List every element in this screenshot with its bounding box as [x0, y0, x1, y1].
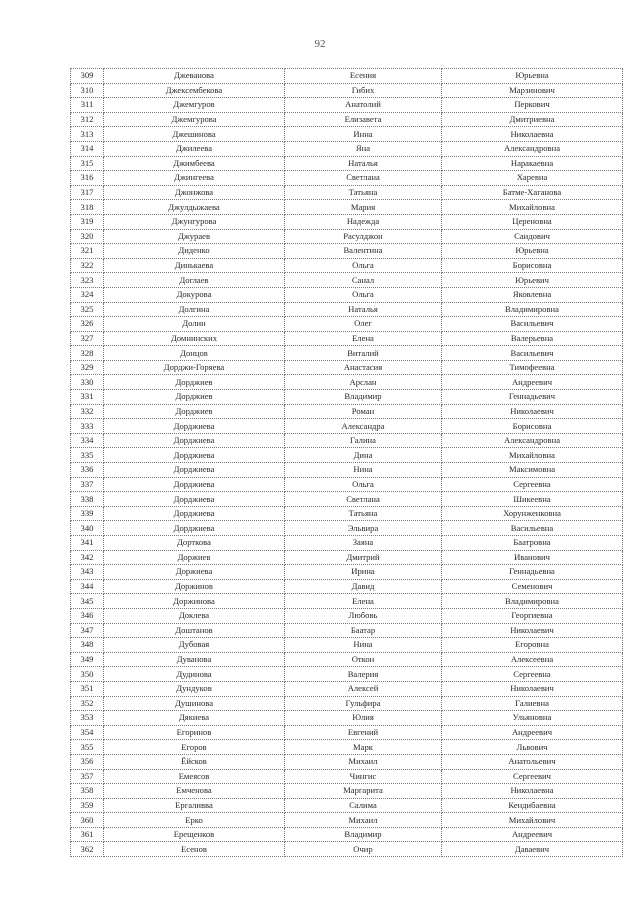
row-number-cell: 358 [71, 784, 104, 799]
patronymic-cell: Хорунженковна [442, 506, 623, 521]
last-name-cell: Долин [104, 317, 285, 332]
table-row [71, 127, 623, 142]
first-name-cell: Дина [285, 448, 442, 463]
row-number-cell: 309 [71, 69, 104, 84]
patronymic-cell: Иванович [442, 550, 623, 565]
first-name-cell: Ирина [285, 565, 442, 580]
patronymic-cell: Шикеевна [442, 492, 623, 507]
row-number-cell: 317 [71, 185, 104, 200]
last-name-cell: Джонжова [104, 185, 285, 200]
table-row [71, 317, 623, 332]
patronymic-cell: Михайловна [442, 200, 623, 215]
table-row [71, 229, 623, 244]
last-name-cell: Ерещенков [104, 827, 285, 842]
table-row [71, 550, 623, 565]
row-number-cell: 335 [71, 448, 104, 463]
last-name-cell: Дубовая [104, 638, 285, 653]
first-name-cell: Мария [285, 200, 442, 215]
row-number-cell: 333 [71, 419, 104, 434]
table-row [71, 740, 623, 755]
table-row [71, 390, 623, 405]
row-number-cell: 326 [71, 317, 104, 332]
table-row [71, 463, 623, 478]
last-name-cell: Джилеева [104, 141, 285, 156]
last-name-cell: Доглаев [104, 273, 285, 288]
table-row [71, 608, 623, 623]
patronymic-cell: Александровна [442, 433, 623, 448]
last-name-cell: Джулдыжаева [104, 200, 285, 215]
row-number-cell: 322 [71, 258, 104, 273]
patronymic-cell: Сергеевна [442, 477, 623, 492]
table-row [71, 784, 623, 799]
last-name-cell: Донцов [104, 346, 285, 361]
first-name-cell: Владимир [285, 390, 442, 405]
last-name-cell: Джексембекова [104, 83, 285, 98]
row-number-cell: 318 [71, 200, 104, 215]
last-name-cell: Диденко [104, 244, 285, 259]
table-row [71, 375, 623, 390]
table-row [71, 711, 623, 726]
first-name-cell: Нина [285, 638, 442, 653]
table-row [71, 769, 623, 784]
last-name-cell: Джураев [104, 229, 285, 244]
table-row [71, 419, 623, 434]
table-row [71, 200, 623, 215]
last-name-cell: Дорджиев [104, 404, 285, 419]
first-name-cell: Любовь [285, 608, 442, 623]
last-name-cell: Дорджиева [104, 448, 285, 463]
table-row [71, 477, 623, 492]
first-name-cell: Очир [285, 842, 442, 857]
first-name-cell: Марк [285, 740, 442, 755]
last-name-cell: Джемгуров [104, 98, 285, 113]
first-name-cell: Светлана [285, 171, 442, 186]
row-number-cell: 315 [71, 156, 104, 171]
patronymic-cell: Харевна [442, 171, 623, 186]
last-name-cell: Доржинова [104, 594, 285, 609]
row-number-cell: 356 [71, 754, 104, 769]
patronymic-cell: Дмитриевна [442, 112, 623, 127]
patronymic-cell: Юрьевич [442, 273, 623, 288]
roster-table [70, 68, 623, 857]
last-name-cell: Дорджиева [104, 506, 285, 521]
table-row [71, 681, 623, 696]
row-number-cell: 313 [71, 127, 104, 142]
table-row [71, 171, 623, 186]
row-number-cell: 345 [71, 594, 104, 609]
row-number-cell: 349 [71, 652, 104, 667]
table-row [71, 156, 623, 171]
patronymic-cell: Валерьевна [442, 331, 623, 346]
row-number-cell: 361 [71, 827, 104, 842]
patronymic-cell: Васильевич [442, 317, 623, 332]
row-number-cell: 320 [71, 229, 104, 244]
row-number-cell: 328 [71, 346, 104, 361]
first-name-cell: Татьяна [285, 185, 442, 200]
patronymic-cell: Сергеевич [442, 769, 623, 784]
first-name-cell: Алексей [285, 681, 442, 696]
table-row [71, 842, 623, 857]
table-row [71, 492, 623, 507]
first-name-cell: Юлия [285, 711, 442, 726]
patronymic-cell: Максимовна [442, 463, 623, 478]
row-number-cell: 323 [71, 273, 104, 288]
last-name-cell: Домнинских [104, 331, 285, 346]
last-name-cell: Джемгурова [104, 112, 285, 127]
table-row [71, 565, 623, 580]
last-name-cell: Джунгурова [104, 214, 285, 229]
last-name-cell: Дудинова [104, 667, 285, 682]
table-row [71, 798, 623, 813]
table-row [71, 696, 623, 711]
row-number-cell: 360 [71, 813, 104, 828]
patronymic-cell: Владимировна [442, 594, 623, 609]
first-name-cell: Ольга [285, 258, 442, 273]
last-name-cell: Доклева [104, 608, 285, 623]
patronymic-cell: Борисовна [442, 258, 623, 273]
table-row [71, 69, 623, 84]
last-name-cell: Долгина [104, 302, 285, 317]
row-number-cell: 312 [71, 112, 104, 127]
table-row [71, 594, 623, 609]
row-number-cell: 339 [71, 506, 104, 521]
last-name-cell: Ерко [104, 813, 285, 828]
first-name-cell: Владимир [285, 827, 442, 842]
patronymic-cell: Даваевич [442, 842, 623, 857]
row-number-cell: 348 [71, 638, 104, 653]
first-name-cell: Маргарита [285, 784, 442, 799]
table-row [71, 346, 623, 361]
first-name-cell: Михаил [285, 754, 442, 769]
table-row [71, 141, 623, 156]
patronymic-cell: Александровна [442, 141, 623, 156]
first-name-cell: Виталий [285, 346, 442, 361]
page-number: 92 [314, 38, 326, 50]
table-row [71, 448, 623, 463]
table-row [71, 287, 623, 302]
patronymic-cell: Галиевна [442, 696, 623, 711]
table-row [71, 638, 623, 653]
last-name-cell: Дорткова [104, 536, 285, 551]
last-name-cell: Дундуков [104, 681, 285, 696]
patronymic-cell: Николаевич [442, 681, 623, 696]
first-name-cell: Баатар [285, 623, 442, 638]
patronymic-cell: Анатольевич [442, 754, 623, 769]
first-name-cell: Санал [285, 273, 442, 288]
patronymic-cell: Сергеевна [442, 667, 623, 682]
table-row [71, 404, 623, 419]
last-name-cell: Докурова [104, 287, 285, 302]
table-row [71, 273, 623, 288]
patronymic-cell: Андреевич [442, 827, 623, 842]
row-number-cell: 357 [71, 769, 104, 784]
row-number-cell: 346 [71, 608, 104, 623]
patronymic-cell: Егоровна [442, 638, 623, 653]
table-row [71, 214, 623, 229]
first-name-cell: Дмитрий [285, 550, 442, 565]
first-name-cell: Михаил [285, 813, 442, 828]
first-name-cell: Олег [285, 317, 442, 332]
first-name-cell: Есения [285, 69, 442, 84]
table-row [71, 185, 623, 200]
patronymic-cell: Алексеевна [442, 652, 623, 667]
first-name-cell: Эльвира [285, 521, 442, 536]
first-name-cell: Надежда [285, 214, 442, 229]
last-name-cell: Джингеева [104, 171, 285, 186]
last-name-cell: Доштанов [104, 623, 285, 638]
row-number-cell: 311 [71, 98, 104, 113]
patronymic-cell: Батме-Хаганова [442, 185, 623, 200]
first-name-cell: Наталья [285, 156, 442, 171]
table-row [71, 433, 623, 448]
table-row [71, 623, 623, 638]
last-name-cell: Доржиев [104, 550, 285, 565]
first-name-cell: Александра [285, 419, 442, 434]
first-name-cell: Инна [285, 127, 442, 142]
first-name-cell: Заяна [285, 536, 442, 551]
patronymic-cell: Ульяновна [442, 711, 623, 726]
last-name-cell: Дорджиева [104, 433, 285, 448]
table-row [71, 302, 623, 317]
patronymic-cell: Николаевич [442, 404, 623, 419]
first-name-cell: Арслан [285, 375, 442, 390]
row-number-cell: 352 [71, 696, 104, 711]
table-row [71, 98, 623, 113]
first-name-cell: Наталья [285, 302, 442, 317]
first-name-cell: Гульфира [285, 696, 442, 711]
patronymic-cell: Кендибаевна [442, 798, 623, 813]
table-row [71, 754, 623, 769]
patronymic-cell: Саидович [442, 229, 623, 244]
first-name-cell: Елена [285, 331, 442, 346]
last-name-cell: Душинова [104, 696, 285, 711]
patronymic-cell: Тимофеевна [442, 360, 623, 375]
row-number-cell: 325 [71, 302, 104, 317]
patronymic-cell: Яковлевна [442, 287, 623, 302]
first-name-cell: Нина [285, 463, 442, 478]
row-number-cell: 316 [71, 171, 104, 186]
first-name-cell: Анатолий [285, 98, 442, 113]
last-name-cell: Емченова [104, 784, 285, 799]
table-row [71, 827, 623, 842]
last-name-cell: Дорджиев [104, 375, 285, 390]
table-row [71, 667, 623, 682]
table-row [71, 579, 623, 594]
first-name-cell: Елена [285, 594, 442, 609]
table-row [71, 83, 623, 98]
table-row [71, 652, 623, 667]
last-name-cell: Дуванова [104, 652, 285, 667]
row-number-cell: 350 [71, 667, 104, 682]
patronymic-cell: Наракаевна [442, 156, 623, 171]
row-number-cell: 332 [71, 404, 104, 419]
first-name-cell: Анастасия [285, 360, 442, 375]
patronymic-cell: Юрьевна [442, 244, 623, 259]
last-name-cell: Доржинов [104, 579, 285, 594]
first-name-cell: Евгений [285, 725, 442, 740]
first-name-cell: Давид [285, 579, 442, 594]
row-number-cell: 343 [71, 565, 104, 580]
first-name-cell: Галина [285, 433, 442, 448]
first-name-cell: Валерия [285, 667, 442, 682]
first-name-cell: Откон [285, 652, 442, 667]
row-number-cell: 314 [71, 141, 104, 156]
patronymic-cell: Васильевна [442, 521, 623, 536]
patronymic-cell: Владимировна [442, 302, 623, 317]
row-number-cell: 341 [71, 536, 104, 551]
first-name-cell: Светлана [285, 492, 442, 507]
row-number-cell: 324 [71, 287, 104, 302]
last-name-cell: Егоров [104, 740, 285, 755]
table-row [71, 536, 623, 551]
table-row [71, 244, 623, 259]
last-name-cell: Джимбеева [104, 156, 285, 171]
patronymic-cell: Юрьевна [442, 69, 623, 84]
patronymic-cell: Андреевич [442, 725, 623, 740]
last-name-cell: Дорджиева [104, 477, 285, 492]
row-number-cell: 342 [71, 550, 104, 565]
row-number-cell: 362 [71, 842, 104, 857]
row-number-cell: 321 [71, 244, 104, 259]
last-name-cell: Джешинова [104, 127, 285, 142]
table-row [71, 813, 623, 828]
table-row [71, 725, 623, 740]
table-row [71, 506, 623, 521]
first-name-cell: Валентина [285, 244, 442, 259]
last-name-cell: Дорджиева [104, 521, 285, 536]
row-number-cell: 337 [71, 477, 104, 492]
first-name-cell: Ольга [285, 287, 442, 302]
first-name-cell: Ольга [285, 477, 442, 492]
patronymic-cell: Михайлович [442, 813, 623, 828]
last-name-cell: Егоринов [104, 725, 285, 740]
last-name-cell: Ёйсков [104, 754, 285, 769]
table-row [71, 360, 623, 375]
row-number-cell: 319 [71, 214, 104, 229]
row-number-cell: 334 [71, 433, 104, 448]
last-name-cell: Дорджиева [104, 492, 285, 507]
row-number-cell: 327 [71, 331, 104, 346]
row-number-cell: 355 [71, 740, 104, 755]
patronymic-cell: Николаевич [442, 623, 623, 638]
row-number-cell: 351 [71, 681, 104, 696]
patronymic-cell: Васильевич [442, 346, 623, 361]
first-name-cell: Елизавета [285, 112, 442, 127]
last-name-cell: Дорджиев [104, 390, 285, 405]
last-name-cell: Дорджи-Горяева [104, 360, 285, 375]
table-row [71, 521, 623, 536]
last-name-cell: Дорджиева [104, 463, 285, 478]
row-number-cell: 330 [71, 375, 104, 390]
patronymic-cell: Цереновна [442, 214, 623, 229]
row-number-cell: 359 [71, 798, 104, 813]
last-name-cell: Динькаева [104, 258, 285, 273]
last-name-cell: Емеясов [104, 769, 285, 784]
first-name-cell: Татьяна [285, 506, 442, 521]
row-number-cell: 331 [71, 390, 104, 405]
row-number-cell: 347 [71, 623, 104, 638]
patronymic-cell: Геннадьевна [442, 565, 623, 580]
first-name-cell: Чингис [285, 769, 442, 784]
patronymic-cell: Львович [442, 740, 623, 755]
row-number-cell: 354 [71, 725, 104, 740]
patronymic-cell: Николаевна [442, 784, 623, 799]
row-number-cell: 310 [71, 83, 104, 98]
row-number-cell: 340 [71, 521, 104, 536]
table-row [71, 258, 623, 273]
last-name-cell: Джеванова [104, 69, 285, 84]
row-number-cell: 329 [71, 360, 104, 375]
roster-body [71, 69, 623, 857]
patronymic-cell: Георгиевна [442, 608, 623, 623]
last-name-cell: Доржиева [104, 565, 285, 580]
row-number-cell: 336 [71, 463, 104, 478]
last-name-cell: Дорджиева [104, 419, 285, 434]
patronymic-cell: Николаевна [442, 127, 623, 142]
table-row [71, 331, 623, 346]
row-number-cell: 353 [71, 711, 104, 726]
first-name-cell: Расулджон [285, 229, 442, 244]
patronymic-cell: Семенович [442, 579, 623, 594]
patronymic-cell: Баатровна [442, 536, 623, 551]
patronymic-cell: Марзинович [442, 83, 623, 98]
patronymic-cell: Перкович [442, 98, 623, 113]
first-name-cell: Гибих [285, 83, 442, 98]
last-name-cell: Есенов [104, 842, 285, 857]
table-row [71, 112, 623, 127]
last-name-cell: Дякиева [104, 711, 285, 726]
patronymic-cell: Геннадьевич [442, 390, 623, 405]
patronymic-cell: Борисовна [442, 419, 623, 434]
first-name-cell: Роман [285, 404, 442, 419]
first-name-cell: Салима [285, 798, 442, 813]
first-name-cell: Яна [285, 141, 442, 156]
patronymic-cell: Михайловна [442, 448, 623, 463]
patronymic-cell: Андреевич [442, 375, 623, 390]
row-number-cell: 338 [71, 492, 104, 507]
row-number-cell: 344 [71, 579, 104, 594]
last-name-cell: Ергаливва [104, 798, 285, 813]
